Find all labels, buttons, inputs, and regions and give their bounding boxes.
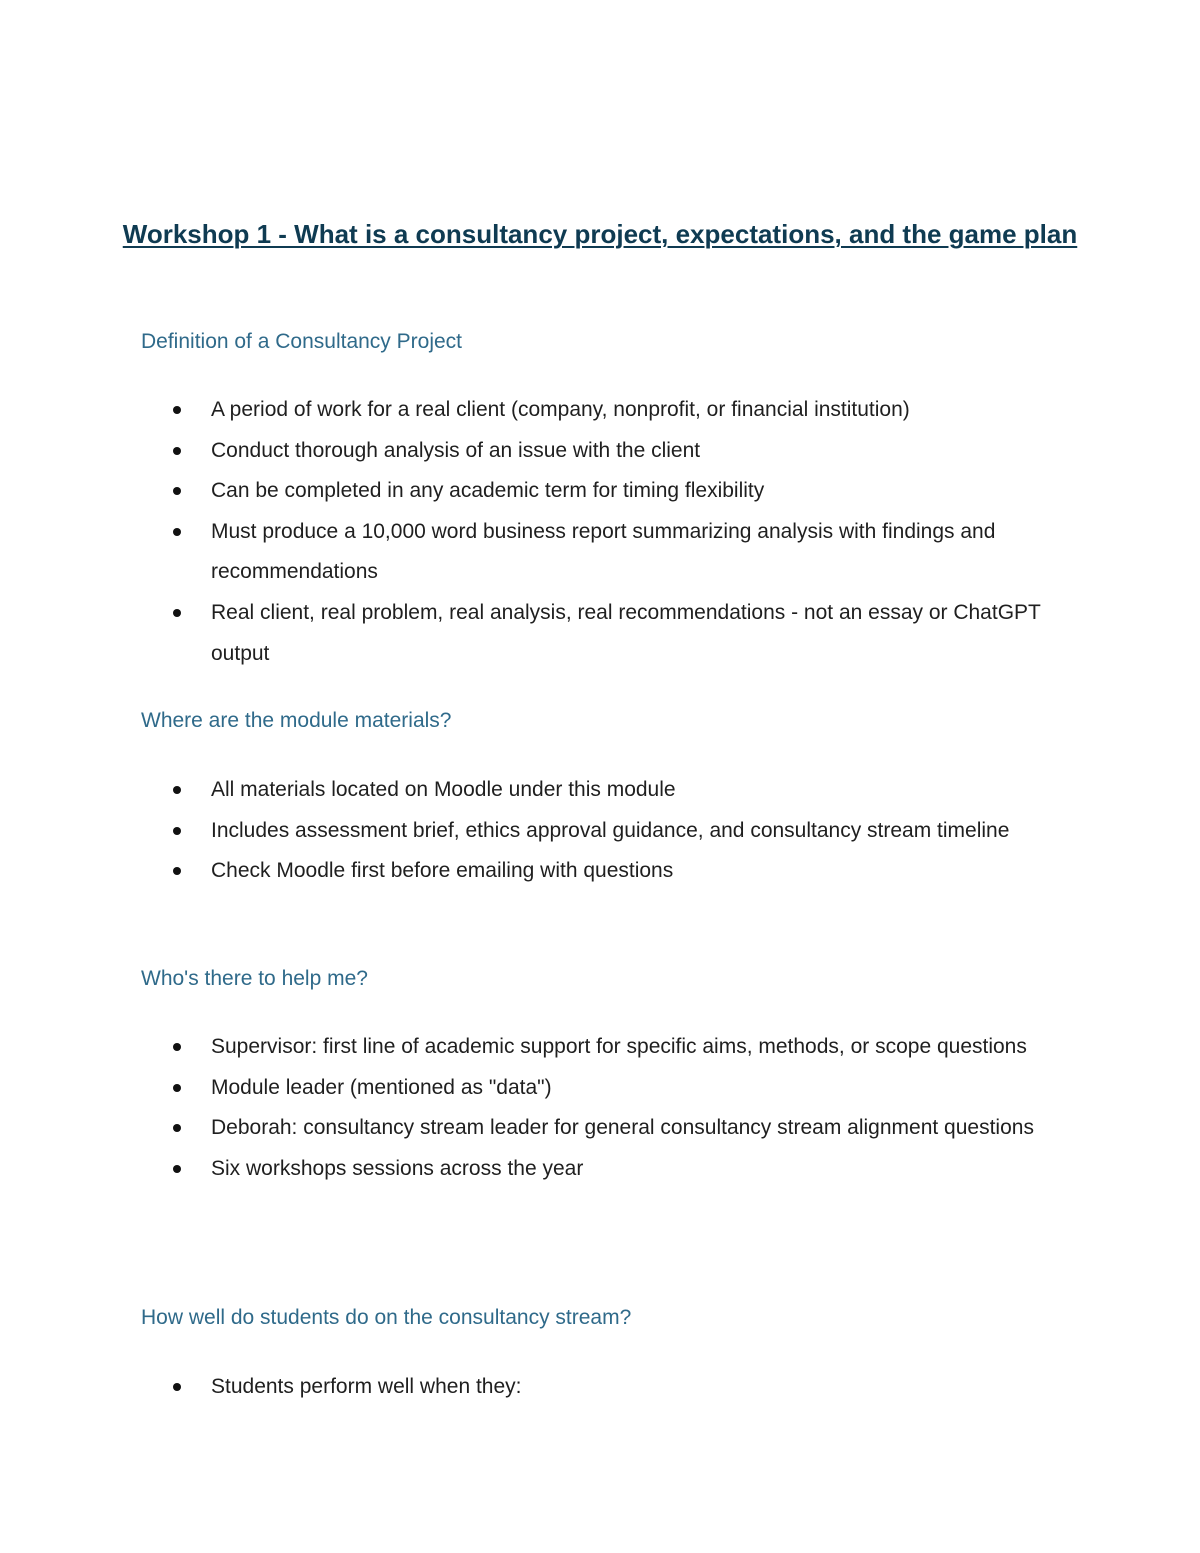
bullet-icon: [173, 1124, 181, 1132]
section-heading-materials: Where are the module materials?: [141, 709, 452, 732]
list-item: [211, 431, 1061, 472]
bullet-list-definition: [211, 390, 1061, 674]
list-item: [211, 1068, 1061, 1109]
list-item-text: Can be completed in any academic term for timing flexibility: [211, 479, 765, 503]
bullet-icon: [173, 406, 181, 414]
list-item-text: Includes assessment brief, ethics approval guidance, and consultancy stream timeline: [211, 818, 1010, 842]
section-heading-help: Who's there to help me?: [141, 967, 368, 990]
document-title: Workshop 1 - What is a consultancy project, expectations, and the game plan: [122, 219, 1078, 249]
list-item-text: All materials located on Moodle under this module: [211, 778, 676, 801]
bullet-list-help: [211, 1027, 1061, 1189]
list-item-text: A period of work for a real client (company, nonprofit, or financial institution): [211, 398, 910, 421]
list-item-text: Six workshops sessions across the year: [211, 1156, 584, 1180]
bullet-icon: [173, 1043, 181, 1051]
list-item-text: Students perform well when they:: [211, 1375, 522, 1398]
bullet-list-materials: [211, 770, 1061, 892]
section-heading-performance: How well do students do on the consultancy stream?: [141, 1306, 632, 1329]
bullet-icon: [173, 528, 181, 536]
list-item: [211, 1149, 1061, 1190]
list-item: [211, 811, 1061, 852]
bullet-icon: [173, 447, 181, 455]
list-item-text: Conduct thorough analysis of an issue with the client: [211, 438, 701, 462]
bullet-icon: [173, 1084, 181, 1092]
bullet-icon: [173, 1165, 181, 1173]
list-item-text: Deborah: consultancy stream leader for general consultancy stream alignment questions: [211, 1116, 1034, 1140]
list-item: [211, 471, 1061, 512]
list-item-text: Must produce a 10,000 word business report summarizing analysis with findings and recommendations: [211, 519, 996, 584]
bullet-icon: [173, 786, 181, 794]
list-item: [211, 1108, 1061, 1149]
list-item: [211, 770, 1061, 811]
bullet-icon: [173, 867, 181, 875]
bullet-icon: [173, 827, 181, 835]
list-item: [211, 390, 1061, 431]
list-item-text: Module leader (mentioned as "data"): [211, 1075, 552, 1099]
list-item: [211, 1027, 1061, 1068]
list-item-text: Check Moodle first before emailing with questions: [211, 859, 674, 883]
list-item: [211, 512, 1061, 593]
list-item-text: Real client, real problem, real analysis, real recommendations - not an essay or ChatGPT output: [211, 600, 1041, 665]
bullet-icon: [173, 609, 181, 617]
list-item: [211, 1367, 1061, 1408]
bullet-icon: [173, 487, 181, 495]
list-item-text: Supervisor: first line of academic support for specific aims, methods, or scope questions: [211, 1035, 1027, 1058]
list-item: [211, 851, 1061, 892]
list-item: [211, 593, 1061, 674]
section-heading-definition: Definition of a Consultancy Project: [141, 330, 462, 353]
bullet-list-performance: [211, 1367, 1061, 1408]
bullet-icon: [173, 1383, 181, 1391]
